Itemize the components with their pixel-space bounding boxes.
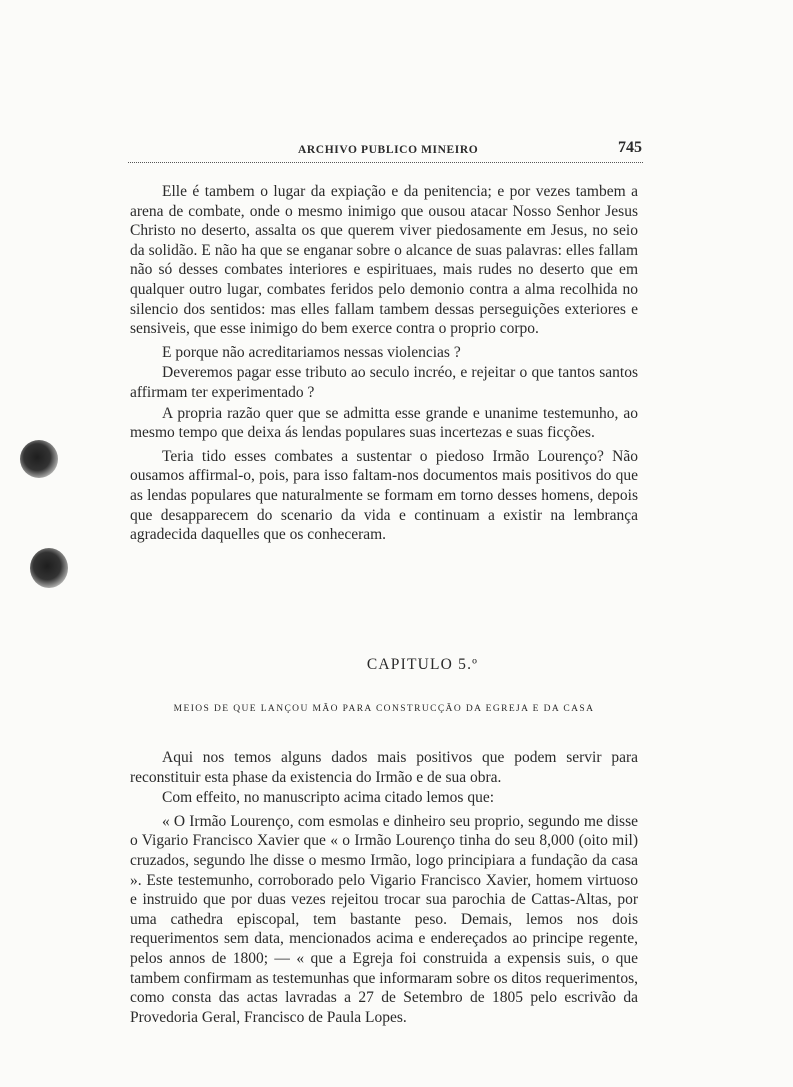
header-rule xyxy=(128,162,643,163)
paragraph: Aqui nos temos alguns dados mais positivos que podem servir para reconstituir esta phase da existencia do Irmão e de sua obra. xyxy=(130,749,638,786)
paragraph: Elle é tambem o lugar da expiação e da penitencia; e por vezes tambem a arena de combate, onde o mesmo inimigo que ousou atacar Nosso Senhor Jesus Christo no deserto, assalta os que querem viver piedosamente em Jesus, no seio da solidão. E não ha que se enganar sobre o alcance de suas palavras: elles fallam não só desses combates interiores e espirituaes, mais rudes no deserto que em qualquer outro lugar, combates feridos pelo demonio contra a alma recolhida no silencio dos sentidos: mas elles fallam tambem dessas perseguições exteriores e sensiveis, que esse inimigo do bem exerce contra o proprio corpo. xyxy=(130,183,638,338)
chapter-subtitle: MEIOS DE QUE LANÇOU MÃO PARA CONSTRUCÇÃO DA EGREJA E DA CASA xyxy=(173,704,595,714)
running-header xyxy=(128,140,648,166)
paragraph: Teria tido esses combates a sustentar o piedoso Irmão Lourenço? Não ousamos affirmal-o, pois, para isso faltam-nos documentos mais positivos do que as lendas populares que naturalmente se formam em torno desses homens, depois que desapparecem do scenario da vida e continuam a existir na lembrança agradecida daquelles que os conheceram. xyxy=(130,447,638,544)
paragraph: Deveremos pagar esse tributo ao seculo incréo, e rejeitar o que tantos santos affirmam ter experimentado ? xyxy=(130,364,638,401)
paragraph: E porque não acreditariamos nessas violencias ? xyxy=(162,343,461,361)
ink-blot xyxy=(30,548,68,588)
paragraph: « O Irmão Lourenço, com esmolas e dinheiro seu proprio, segundo me disse o Vigario Francisco Xavier que « o Irmão Lourenço tinha do seu 8,000 (oito mil) cruzados, segundo lhe disse o mesmo Irmão, logo principiara a fundação da casa ». Este testemunho, corroborado pelo Vigario Francisco Xavier, homem virtuoso e instruido que por duas vezes rejeitou trocar sua parochia de Cattas-Altas, por uma cathedra episcopal, tem bastante peso. Demais, lemos nos dois requerimentos sem data, mencionados acima e endereçados ao principe regente, pelos annos de 1800; — « que a Egreja foi construida a expensis suis, o que tambem confirmam as testemunhas que informaram sobre os ditos requerimentos, como consta das actas lavradas a 27 de Setembro de 1805 pelo escrivão da Provedoria Geral, Francisco de Paula Lopes. xyxy=(130,812,638,1026)
paragraph: Com effeito, no manuscripto acima citado lemos que: xyxy=(162,789,495,807)
ink-blot xyxy=(20,440,58,478)
chapter-title: CAPITULO 5.º xyxy=(366,656,479,673)
paragraph: A propria razão quer que se admitta esse grande e unanime testemunho, ao mesmo tempo que deixa ás lendas populares suas incertezas e suas ficções. xyxy=(130,404,638,442)
page-number: 745 xyxy=(618,139,642,156)
body-text-section-1 xyxy=(130,182,638,545)
running-title: ARCHIVO PUBLICO MINEIRO xyxy=(298,144,479,156)
body-text-section-2 xyxy=(130,748,638,1027)
